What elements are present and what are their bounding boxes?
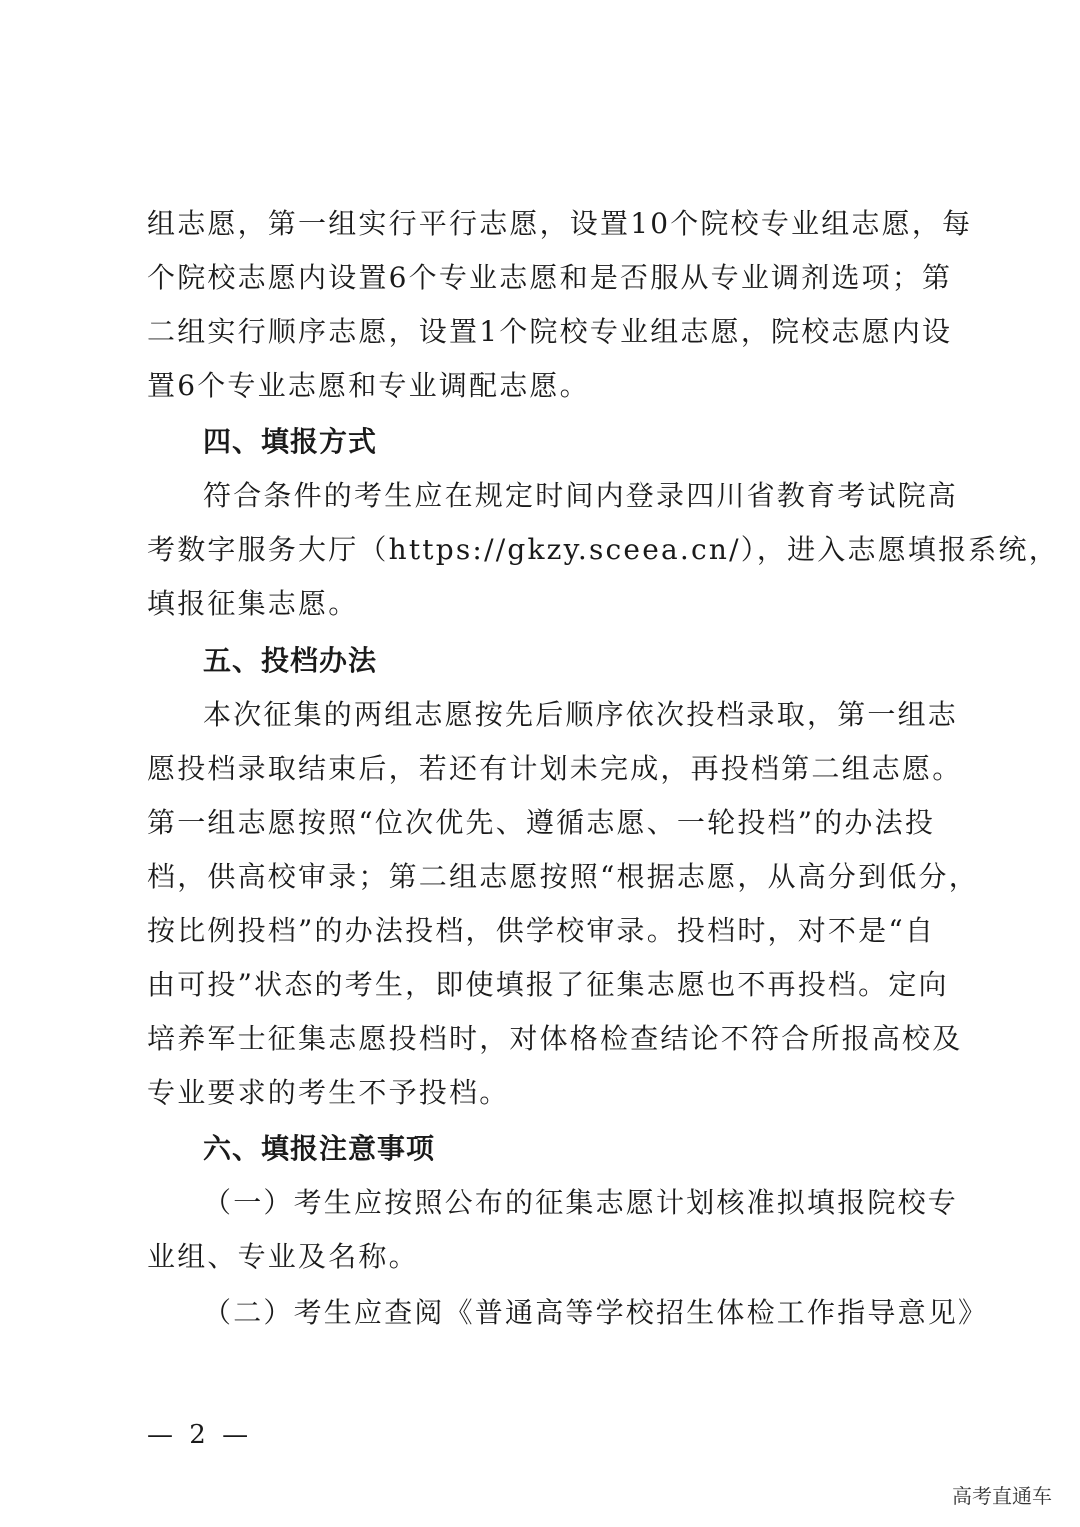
- paragraph-line: 业组、专业及名称。: [147, 1240, 419, 1273]
- paragraph-line: 专业要求的考生不予投档。: [147, 1076, 510, 1109]
- paragraph-line: 本次征集的两组志愿按先后顺序依次投档录取，第一组志: [203, 698, 959, 731]
- paragraph-line: 考数字服务大厅（https://gkzy.sceea.cn/），进入志愿填报系统，: [147, 533, 1059, 566]
- page-number: — 2 —: [147, 1420, 253, 1450]
- paragraph-line: 填报征集志愿。: [147, 587, 359, 620]
- paragraph-line: 第一组志愿按照“位次优先、遵循志愿、一轮投档”的办法投: [147, 806, 936, 839]
- paragraph-line: 二组实行顺序志愿，设置1个院校专业组志愿，院校志愿内设: [147, 315, 953, 348]
- section-heading: 四、填报方式: [203, 425, 378, 458]
- paragraph-line: 组志愿，第一组实行平行志愿，设置10个院校专业组志愿，每: [147, 207, 973, 240]
- paragraph-line: （二）考生应查阅《普通高等学校招生体检工作指导意见》: [203, 1296, 989, 1329]
- source-watermark: 高考直通车: [952, 1484, 1052, 1508]
- paragraph-line: 档，供高校审录；第二组志愿按照“根据志愿，从高分到低分，: [147, 860, 979, 893]
- paragraph-line: 培养军士征集志愿投档时，对体格检查结论不符合所报高校及: [147, 1022, 963, 1055]
- paragraph-line: 由可投”状态的考生，即使填报了征集志愿也不再投档。定向: [147, 968, 949, 1001]
- paragraph-line: 个院校志愿内设置6个专业志愿和是否服从专业调剂选项；第: [147, 261, 953, 294]
- section-heading: 五、投档办法: [203, 644, 378, 677]
- paragraph-line: 置6个专业志愿和专业调配志愿。: [147, 369, 590, 402]
- paragraph-line: 愿投档录取结束后，若还有计划未完成，再投档第二组志愿。: [147, 752, 963, 785]
- paragraph-line: 符合条件的考生应在规定时间内登录四川省教育考试院高: [203, 479, 959, 512]
- paragraph-line: 按比例投档”的办法投档，供学校审录。投档时，对不是“自: [147, 914, 936, 947]
- paragraph-line: （一）考生应按照公布的征集志愿计划核准拟填报院校专: [203, 1186, 959, 1219]
- section-heading: 六、填报注意事项: [203, 1132, 436, 1165]
